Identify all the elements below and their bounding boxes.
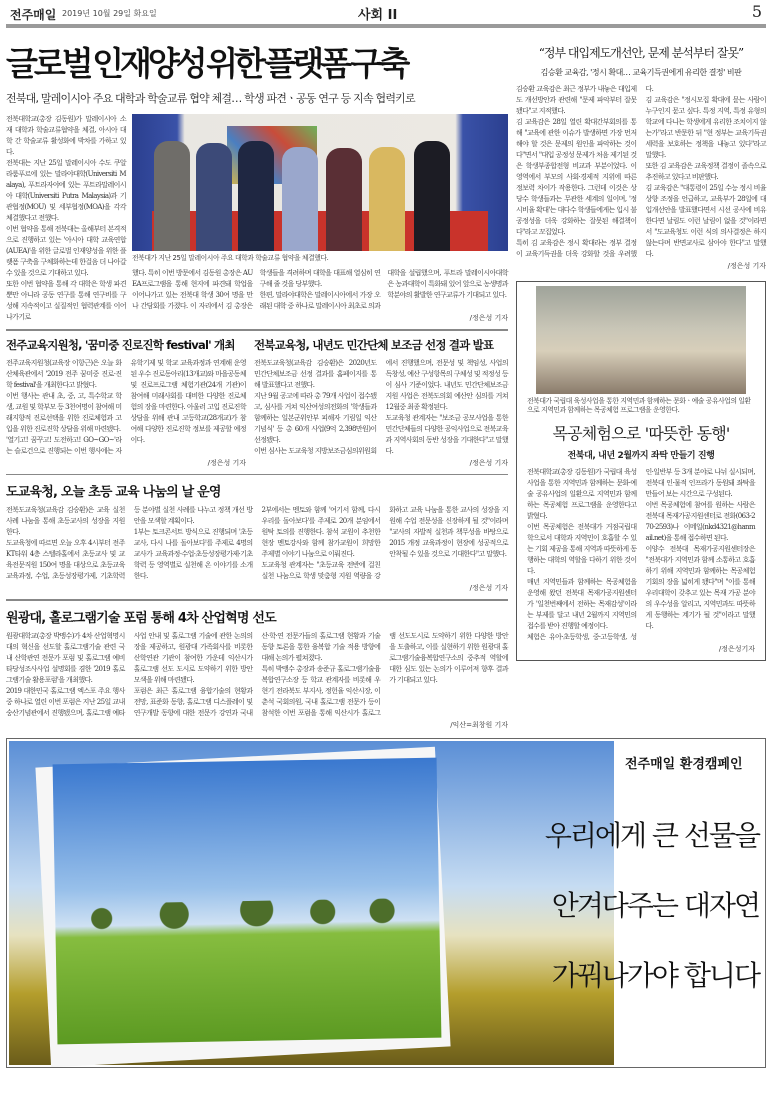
woodwork-workshop-photo [536,286,746,394]
page-header [6,0,766,30]
sharing-body: 전북도교육청(교육감 김승환)은 교육 실천사례 나눔을 통해 초등교사의 성장을 지원한다. 도교육청에 따르면 오늘 오후 4시부터 전주KT타워 4층 스텔라홀에서 초등교사 및 교육전문직원 150여 명을 대상으로 초등교육 교육과정, 수업, 초등성장평가제, 기초학력 등 분야별 실천 사례를 나누고 정책 개선 방안을 모색할 계획이다. 1부는 토크콘서트 방식으로 진행되며 '초등교사, 다시 나를 돌아보다'를 주제로 4명의 교사가 교육과정·수업·초등성장평가제·기초학력 등 영역별로 실천해 온 이야기를 소개한다. 2부에서는 멘토와 함께 '여기서 함께, 다시 우리를 돌아보다'를 주제로 20개 분임에서 원탁 토의를 진행한다. 참석 교원이 추천한 현장 멘토강사와 함께 참가교원이 희망한 주제별 이야기 나눔으로 이뤄진다. 도교육청 관계자는 "초등교육 전반에 걸친 실천 나눔으로 학생 맞춤형 지원 역량을 강화하고 교육 나눔을 통한 교사의 성장을 지원해 수업 전문성을 신장하게 될 것"이라며 "교사의 자발적 실천과 책무성을 바탕으로 2015 개정 교육과정이 현장에 성공적으로 안착될 수 있을 것으로 기대한다"고 말했다. [6,506,508,580]
hologram-article [6,607,508,730]
quote-article-byline: /정은성 기자 [727,262,766,270]
festival-byline: /정은성 기자 [207,458,246,467]
main-subhead: 전북대, 말레이시아 주요 대학과 학술교류 협약 체결… 학생 파견ㆍ공동 연구 등 지속 협력키로 [6,92,415,105]
sharing-article [6,481,508,593]
quote-article-body: 김승환 교육감은 최근 정부가 내놓은 대입제도 개선방안과 관련해 "문제 파악부터 잘못 됐다"고 지적했다. 김 교육감은 28일 열린 확대간부회의를 통해 "교육에 관한 이슈가 발생하면 가장 먼저 해야 할 것은 문제의 원인을 파악하는 것이다"면서 "대입 공정성 문제가 처음 제기된 것은 학생부종합전형 비교과 부분이었다. 이 영역에서 부모의 사회·경제적 지위에 따른 정보력 차이가 작용한다. 그런데 이것은 상당수 학생들과는 무관한 세계의 일이며, '정시비율 확대'는 대다수 학생들에게는 입시 불공정성을 더욱 강화하는 잘못된 해결책이다"라고 꼬집었다. 특히 김 교육감은 정시 확대라는 정부 결정이 교육기득권을 더욱 강화할 것을 우려했다. 김 교육감은 "정시모집 확대에 묻는 사람이 누구인지 묻고 싶다. 특정 지역, 특정 유형의 학교에 다니는 학생에게 유리한 조치이지 않는가"라고 반문한 뒤 "현 정부는 교육기득권 세력을 보호하는 정책을 내놓고 있다"라고 말했다. 또한 김 교육감은 교육정책 결정이 졸속으로 추진하고 있다고 비판했다. 김 교육감은 "대통령이 25일 수능 정시 비율 상향 조정을 언급하고, 교육부가 28일에 대입개선안을 발표했다면서 시선 공사에 비유한다면 날림도 이런 날림이 없을 것"이라면서 "도교육청도 이런 식의 의사결정은 하지 않는다며 반면교사로 삼아야 한다"고 말했다. [516,85,766,258]
quote-article-subtitle: 김승환 교육감, '정시 확대… 교육기득권에게 유리한 결정' 비판 [540,68,742,77]
ad-campaign-label: 전주매일 환경캠페인 [625,756,743,772]
woodwork-subtitle: 전북대, 내년 2월까지 좌탁 만들기 진행 [567,451,715,461]
issue-date: 2019년 10월 29일 화요일 [62,9,157,18]
ad-slogan [503,801,759,1011]
festival-title: 전주교육지원청, '꿈미중 진로진학 festival' 개최 [6,337,235,352]
woodwork-byline: /정은성기자 [718,645,755,653]
section-name: 사회 II [358,8,398,23]
main-byline: /정은성 기자 [469,314,508,322]
person [282,147,318,251]
sharing-title: 도교육청, 오늘 초등 교육 나눔의 날 운영 [6,485,221,500]
subsidy-title: 전북교육청, 내년도 민간단체 보조금 선정 결과 발표 [254,337,494,352]
subsidy-byline: /정은성 기자 [469,458,508,467]
ad-slogan-line-2: 안겨다주는 대자연 [551,888,759,922]
main-article [6,114,508,323]
environment-campaign-ad [6,738,766,1068]
subsidy-body: 전북도교육청(교육감 김승환)은 2020년도 민간단체보조금 선정 결과를 홈페이지를 통해 발표했다고 전했다. 지난 9월 공고에 따라 총 79개 사업이 접수됐고, 심사를 거쳐 익산여성의전화의 '학생들과 함께하는 일본군위안부 피해자 기림일 익산기념식' 등 총 60개 사업(9억 2,398만원)이 선정됐다. 이번 심사는 도교육청 지방보조금심의위원회에서 진행했으며, 전문성 및 책임성, 사업의 독창성, 예산 구성항목의 구체성 및 적정성 등이 심사 기준이었다. 내년도 민간단체보조금 지원 사업은 전북도의회 예산안 심의를 거쳐 12월중 최종 확정된다. 도교육청 관계자는 "보조금 공모사업을 통한 민간단체들의 다양한 공익사업으로 전북교육과 지역사회의 동반 성장을 기대한다"고 말했다. [254,358,508,455]
newspaper-name: 전주매일 [10,8,57,22]
person [196,143,232,251]
landscape-photo [53,757,442,1044]
person [326,148,362,251]
woodwork-box [516,281,766,661]
page-number: 5 [751,2,762,21]
person [154,141,190,251]
section-divider [6,329,508,331]
person [238,141,274,251]
woodwork-photo-caption: 전북대가 국립대 육성사업을 통한 지역민과 함께하는 문화ㆍ예술 공유사업의 일환으로 지역민과 함께하는 목공체험 프로그램을 운영한다. [527,397,751,414]
section-divider [6,599,508,601]
sharing-byline: /정은성 기자 [469,584,508,592]
subsidy-article [254,337,508,468]
left-column [6,44,508,730]
festival-body: 전주교육지원청(교육장 이항근)은 오늘 화산체육관에서 '2019 전주 꿈미중 진로·진학 festival'을 개최한다고 밝혔다. 이번 행사는 관내 초, 중, 고, 특수학교 학생, 교원 및 학부모 등 3천여명이 참여해 미래지향적 진로선택을 위한 진로체험과 고입을 위한 진로진학 상담을 위해 마련됐다. '열기고! 꿈꾸고! 도전하고! GO~GO~'라는 슬로건으로 진행되는 이번 행사에는 자유학기제 및 학교 교육과정과 연계해 운영된 우수 진로동아리(13개교)와 마을공동체 및 진로프로그램 체험기관(24개 기관)이 참여해 미래사회를 대비한 다양한 진로체험의 장을 마련한다. 아울러 고입 진로진학상담을 위해 관내 고등학교(28개교)가 참여해 다양한 진로진학 정보를 제공할 예정이다. [6,358,246,455]
hologram-body: 원광대학교(총장 박맹수)가 4차 산업혁명시대의 혁신을 선도할 홀로그램기술 관련 국내 산학관연 전문가 포럼 및 홀로그램 예비타당성조사사업 설명회를 겸한 '2019 홀로그램기술 활용포럼'을 개최했다. 2019 대한민국 홀로그램 엑스포 주요 행사 중 하나로 열린 이번 포럼은 지난 25일 교내 숭산기념관에서 진행됐으며, 홀로그램 예타사업 안내 및 홀로그램 기술에 관한 논의의 장을 제공하고, 원광대 가족회사를 비롯한 산학연관 기관이 참여한 가운데 익산시가 홀로그램 선도 도시로 도약하기 위한 방안 모색을 위해 마련됐다. 포럼은 최근 홀로그램 융합기술의 현황과 전망, 표준화 동향, 홀로그램 디스플레이 및 연구개발 동향에 대한 전문가 강연과 국내 산·학·연 전문가들의 홀로그램 현황과 기술동향 토론을 통한 융복합 기술 적용 방향에 대해 논의가 펼쳐졌다. 특히 박맹수 총장과 송준규 홀로그램기술융복합연구소장 등 학교 관계자를 비롯해 우현기 전라북도 부지사, 정헌율 익산시장, 이춘석 국회의원, 국내 홀로그램 전문가 등이 참석한 이번 포럼을 통해 익산시가 홀로그램 선도도시로 도약하기 위한 다양한 방안을 도출하고, 이를 실현하기 위한 원광대 홀로그램기술융복합연구소의 중추적 역할에 대한 심도 있는 논의가 이루어져 향후 결과가 기대되고 있다. [6,631,508,717]
woodwork-body: 전북대학교(총장 김동원)가 국립대 육성사업을 통한 지역민과 함께하는 문화·예술 공유사업의 일환으로 지역민과 함께하는 목공체험 프로그램을 운영한다고 밝혔다. 이번 목공체험은 전북대가 거점국립대학으로서 대학과 지역민이 호흡할 수 있는 기회 제공을 통해 지역과 따뜻하게 동행하는 대학의 역할을 다하기 위한 것이다. 매년 지역민들과 함께하는 목공체험을 운영해 왔던 전북대 목재가공지원센터가 '일천번째에서 전하는 목재감성'이라는 부제를 달고 내년 2월까지 지역민의 접수를 받아 진행할 예정이다. 체험은 유아·초등학생, 중·고등학생, 성인·일반부 등 3개 분야로 나뉘 실시되며, 전북대 인·물적 인프라가 동원돼 좌탁을 만들어 보는 시간으로 구성된다. 이번 목공체험에 참여를 원하는 사람은 전북대 목재가공지원센터로 전화(063-270-2593)나 이메일(nkd4321@hanmail.net)을 통해 접수하면 된다. 이양수 전북대 목재가공지원센터장은 "전북대가 지역민과 함께 소통하고 호흡하기 위해 지역민과 함께하는 목공체험 기회의 장을 넓히게 됐다"며 "이를 통해 우리대학이 갖추고 있는 목재 가공 분야의 우수성을 알리고, 지역민과도 따뜻하게 동행하는 계기가 될 것"이라고 말했다. [527,468,755,641]
right-column [516,44,766,730]
main-photo-caption: 전북대가 지난 25일 말레이시아 주요 대학과 학술교류 협약을 체결했다. [132,254,329,262]
trees [75,898,405,934]
main-headline: 글로벌 인재양성 위한 플랫폼 구축 [6,44,407,83]
ad-slogan-line-3: 가꿔나가야 합니다 [551,958,759,992]
quote-article-title: “정부 대입제도개선안, 문제 분석부터 잘못” [538,46,744,60]
hologram-byline: /익산=최창원 기자 [450,720,508,729]
woodwork-title: 목공체험으로 '따뜻한 동행' [552,424,730,443]
main-article-col1: 전북대학교(총장 김동원)가 말레이시아 소재 대학과 학술교류협약을 체결, 아시아 대학 간 학술교류 활성화에 박차를 가하고 있다. 전북대는 지난 25일 말레이시아 수도 쿠알라룸푸르에 있는 말라야대학(Universiti Malaya), 푸트라자야에 있는 푸트라말레이시아 대학(Universiti Putra Malaysia)과 기관협정(MOU) 및 세부협정(MOA)을 각각 체결했다고 전했다. 이번 협약을 통해 전북대는 올해부터 본격적으로 진행하고 있는 '아시아 대학 교육연합(AUEA)'을 위한 글로벌 인재양성을 위한 플랫폼 구축을 구체화하는데 한걸음 더 나아갈 수 있을 것으로 기대하고 있다. 또한 이번 협약을 통해 각 대학은 학생 파견뿐만 아니라 공동 연구를 통해 연구비를 구성해 지속적이고 실질적인 협력관계를 이어나가기로 [6,115,126,321]
section-divider [6,474,508,476]
hologram-title: 원광대, 홀로그램기술 포럼 통해 4차 산업혁명 선도 [6,610,276,626]
festival-article [6,337,246,468]
person [414,141,450,251]
ad-slogan-line-1: 우리에게 큰 선물을 [544,818,759,852]
person [369,147,405,251]
header-rule [6,24,766,28]
signing-ceremony-photo [132,114,508,251]
main-article-rest: 했다. 특히 이번 방문에서 김동원 총장은 AUEA프로그램을 통해 현지에 파견돼 학업을 이어나가고 있는 전북대 학생 30여 명을 만나 간담회를 가졌다. 이 자리에서 김 총장은 학생들을 격려하며 대학을 대표해 열심히 연구해 줄 것을 당부했다. 한편, 말라야대학은 말레이시아에서 가장 오래된 대학 중 하나로 말레이시아 최초로 의과대학을 설립했으며, 푸트라 말레이시아대학은 농과대학이 특화돼 있어 앞으로 농생명과 학분야의 활발한 연구교류가 기대되고 있다. [132,269,508,310]
